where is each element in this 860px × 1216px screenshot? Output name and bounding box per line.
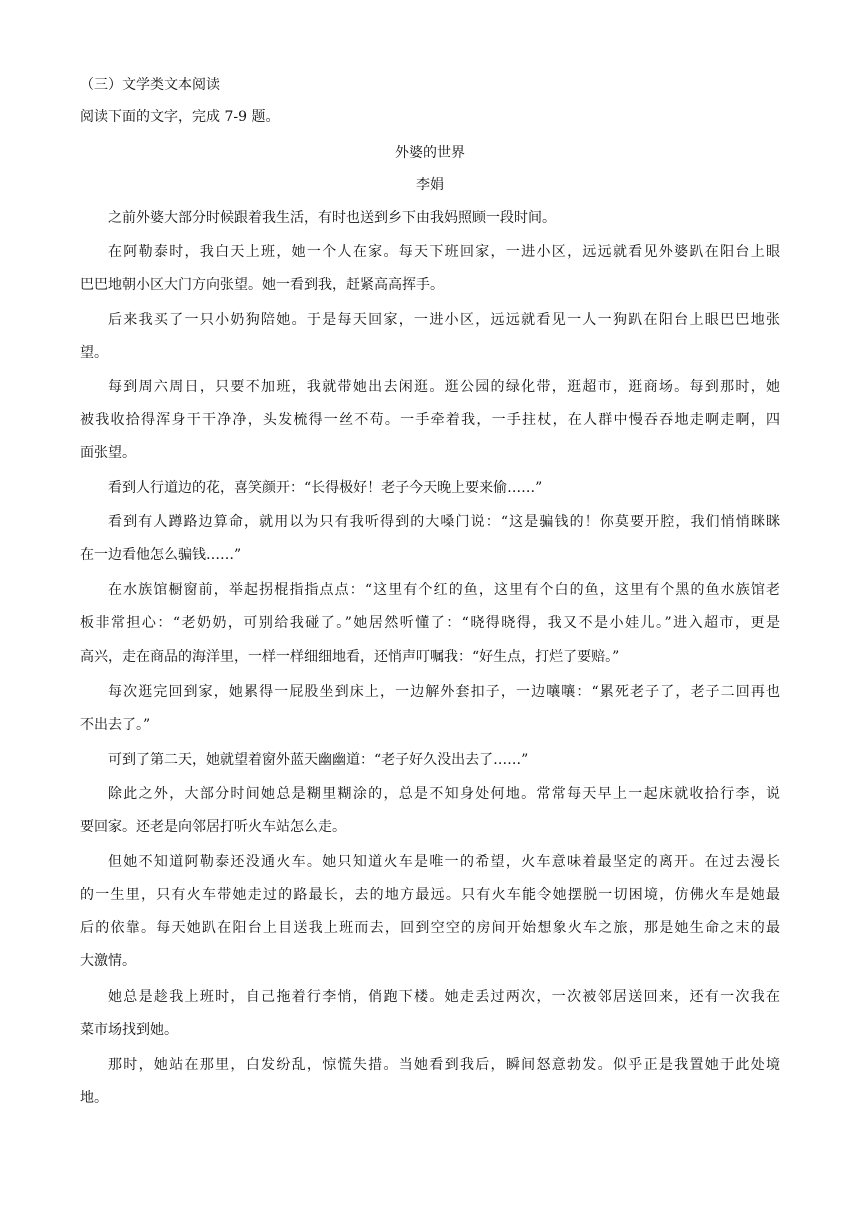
paragraph-line: 每到周六周日，只要不加班，我就带她出去闲逛。逛公园的绿化带，逛超市，逛商场。每到那时，她 — [108, 379, 780, 395]
paragraph-line: 之前外婆大部分时候跟着我生活，有时也送到乡下由我妈照顾一段时间。 — [108, 210, 556, 226]
paragraph-line: 地。 — [80, 1090, 108, 1106]
paragraph-line: 高兴，走在商品的海洋里，一样一样细细地看，还悄声叮嘱我：“好生点，打烂了要赔。” — [80, 649, 620, 665]
paragraph-line: 的一生里，只有火车带她走过的路最长，去的地方最远。只有火车能令她摆脱一切困境，仿佛火车是她最 — [80, 887, 780, 903]
paragraph-line: 她总是趁我上班时，自己拖着行李悄，俏跑下楼。她走丢过两次，一次被邻居送回来，还有一次我在 — [108, 989, 780, 1005]
paragraph-line: 看到有人蹲路边算命，就用以为只有我听得到的大嗓门说：“这是骗钱的！你莫要开腔，我们悄悄眯眯 — [108, 514, 780, 530]
paragraph-line: 除此之外，大部分时间她总是糊里糊涂的，总是不知身处何地。常常每天早上一起床就收拾行李，说 — [108, 786, 780, 802]
paragraph-line: 后的依靠。每天她趴在阳台上目送我上班而去，回到空空的房间开始想象火车之旅，那是她生命之末的最 — [80, 920, 780, 936]
article-author: 李娟 — [416, 177, 444, 193]
paragraph-line: 大激情。 — [80, 953, 136, 969]
paragraph-line: 在一边看他怎么骗钱……” — [80, 547, 242, 563]
instruction-text: 阅读下面的文字，完成 7-9 题。 — [80, 109, 280, 125]
paragraph-line: 望。 — [80, 345, 108, 361]
paragraph-line: 在水族馆橱窗前，举起拐棍指指点点：“这里有个红的鱼，这里有个白的鱼，这里有个黑的鱼水族馆老 — [108, 582, 780, 598]
paragraph-line: 面张望。 — [80, 445, 136, 461]
paragraph-line: 不出去了。” — [80, 717, 151, 733]
article-title: 外婆的世界 — [395, 145, 465, 161]
paragraph-line: 菜市场找到她。 — [80, 1022, 178, 1038]
paragraph-line: 在阿勒泰时，我白天上班，她一个人在家。每天下班回家，一进小区，远远就看见外婆趴在阳台上眼 — [108, 244, 780, 260]
paragraph-line: 但她不知道阿勒泰还没通火车。她只知道火车是唯一的希望，火车意味着最坚定的离开。在过去漫长 — [108, 854, 780, 870]
paragraph-line: 要回家。还老是向邻居打听火车站怎么走。 — [80, 819, 346, 835]
paragraph-line: 巴巴地朝小区大门方向张望。她一看到我，赶紧高高挥手。 — [80, 277, 444, 293]
paragraph-line: 后来我买了一只小奶狗陪她。于是每天回家，一进小区，远远就看见一人一狗趴在阳台上眼巴巴地张 — [108, 312, 780, 328]
paragraph-line: 那时，她站在那里，白发纷乱，惊慌失措。当她看到我后，瞬间怒意勃发。似乎正是我置她于此处境 — [108, 1057, 780, 1073]
paragraph-line: 可到了第二天，她就望着窗外蓝天幽幽道：“老子好久没出去了……” — [108, 752, 529, 768]
paragraph-line: 被我收拾得浑身干干净净，头发梳得一丝不苟。一手牵着我，一手拄杖，在人群中慢吞吞地走啊走啊，四 — [80, 412, 780, 428]
paragraph-line: 每次逛完回到家，她累得一屁股坐到床上，一边解外套扣子，一边嚷嚷：“累死老子了，老子二回再也 — [108, 684, 780, 700]
paragraph-line: 板非常担心：“老奶奶，可别给我碰了。”她居然听懂了：“晓得晓得，我又不是小娃儿。”进入超市，更是 — [80, 615, 780, 631]
section-heading: （三）文学类文本阅读 — [80, 77, 220, 93]
paragraph-line: 看到人行道边的花，喜笑颜开：“长得极好！老子今天晚上要来偷……” — [108, 480, 543, 496]
